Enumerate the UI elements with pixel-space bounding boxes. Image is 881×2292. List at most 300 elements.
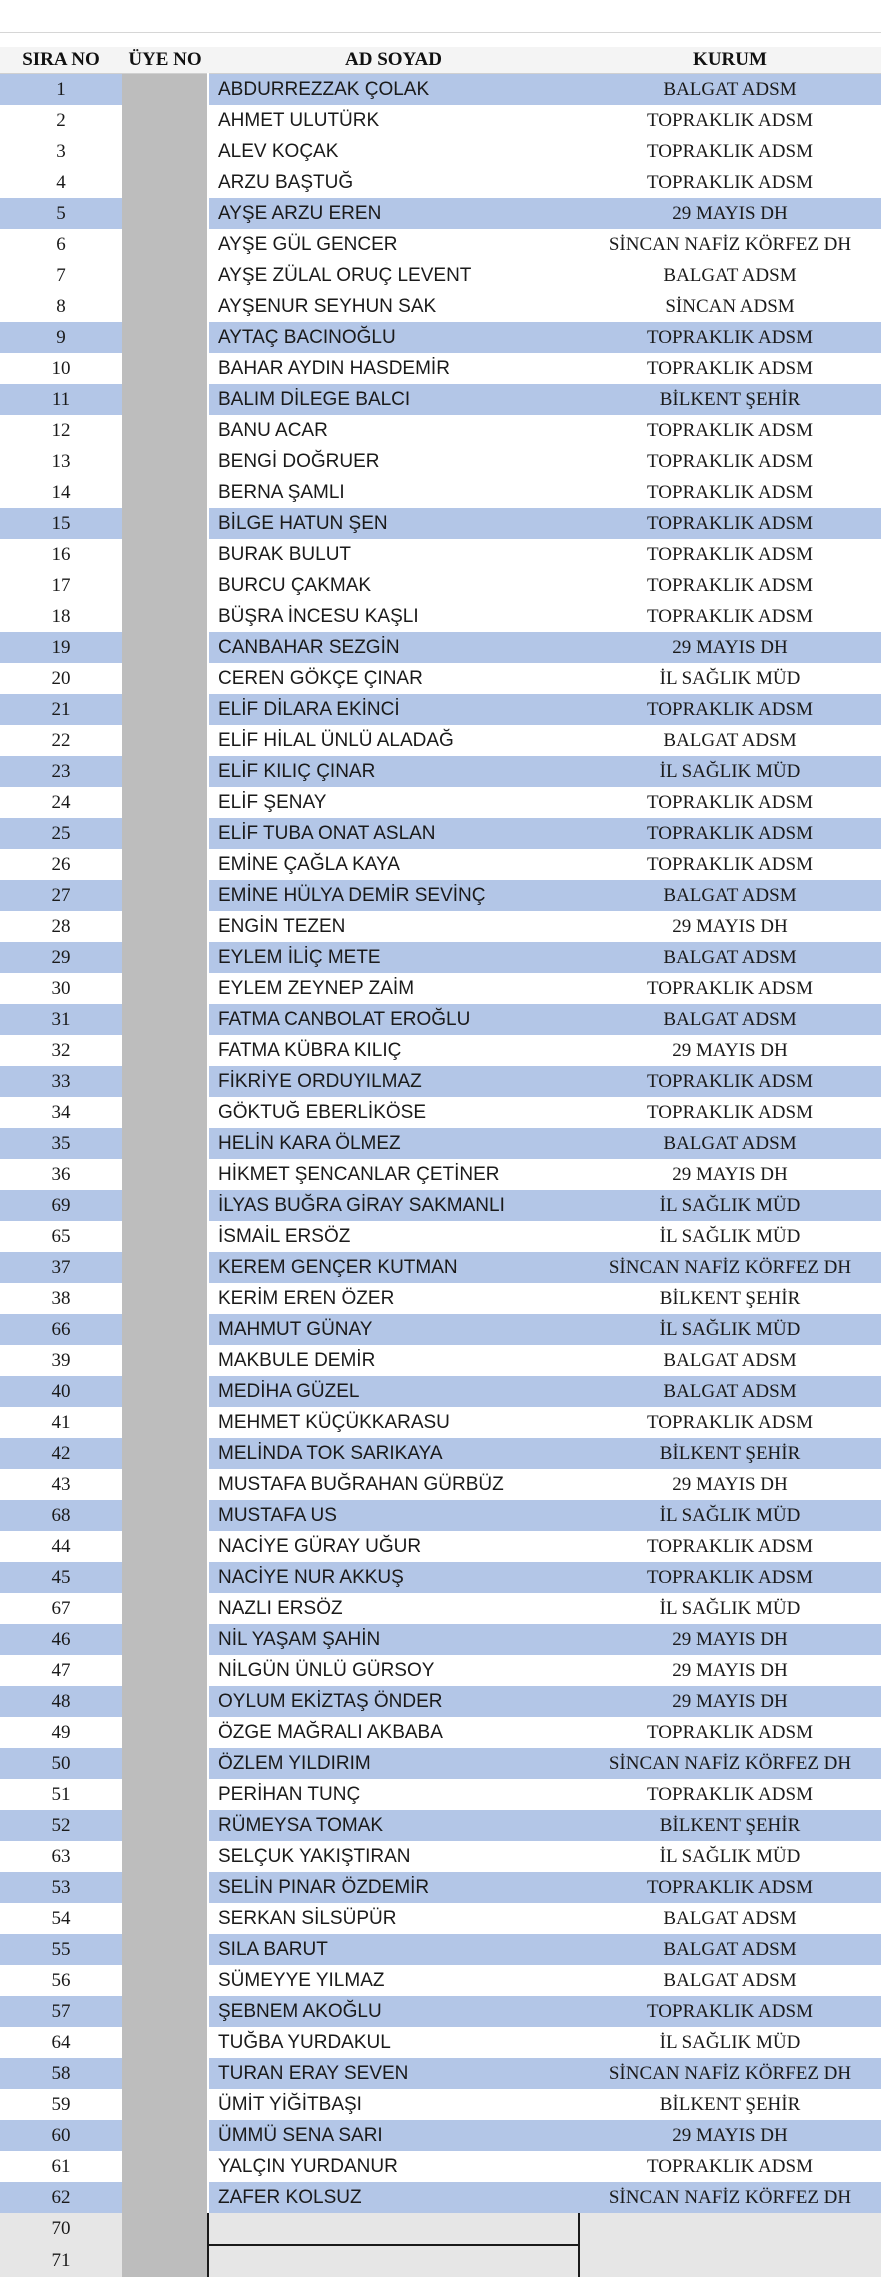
sira-no-cell: 64 [0, 2027, 122, 2058]
ad-soyad-cell: İLYAS BUĞRA GİRAY SAKMANLI [208, 1190, 579, 1221]
kurum-cell: BİLKENT ŞEHİR [579, 1438, 881, 1469]
kurum-cell: TOPRAKLIK ADSM [579, 1996, 881, 2027]
table-row [0, 1407, 881, 1438]
sira-no-cell: 46 [0, 1624, 122, 1655]
sira-no-cell: 70 [0, 2213, 122, 2245]
kurum-cell: BALGAT ADSM [579, 725, 881, 756]
ad-soyad-cell [208, 2213, 579, 2245]
uye-no-cell [122, 1097, 208, 1128]
uye-no-cell [122, 1035, 208, 1066]
kurum-cell: TOPRAKLIK ADSM [579, 1872, 881, 1903]
kurum-cell: 29 MAYIS DH [579, 1624, 881, 1655]
kurum-cell: BİLKENT ŞEHİR [579, 2089, 881, 2120]
uye-no-cell [122, 663, 208, 694]
uye-no-cell [122, 2058, 208, 2089]
kurum-cell: BALGAT ADSM [579, 260, 881, 291]
uye-no-cell [122, 818, 208, 849]
table-row [0, 1004, 881, 1035]
ad-soyad-cell: MEHMET KÜÇÜKKARASU [208, 1407, 579, 1438]
kurum-cell: TOPRAKLIK ADSM [579, 570, 881, 601]
kurum-cell: TOPRAKLIK ADSM [579, 322, 881, 353]
ad-soyad-cell: SELÇUK YAKIŞTIRAN [208, 1841, 579, 1872]
ad-soyad-cell: MAKBULE DEMİR [208, 1345, 579, 1376]
ad-soyad-cell: ABDURREZZAK ÇOLAK [208, 74, 579, 106]
ad-soyad-cell: ÜMMÜ SENA SARI [208, 2120, 579, 2151]
kurum-cell: BALGAT ADSM [579, 1903, 881, 1934]
uye-no-cell [122, 1996, 208, 2027]
kurum-cell: İL SAĞLIK MÜD [579, 1190, 881, 1221]
table-row [0, 2151, 881, 2182]
table-row [0, 539, 881, 570]
kurum-cell: SİNCAN NAFİZ KÖRFEZ DH [579, 1252, 881, 1283]
sira-no-cell: 1 [0, 74, 122, 106]
table-row [0, 322, 881, 353]
uye-no-cell [122, 446, 208, 477]
sira-no-cell: 53 [0, 1872, 122, 1903]
table-row [0, 1283, 881, 1314]
table-row [0, 570, 881, 601]
uye-no-cell [122, 1407, 208, 1438]
uye-no-cell [122, 1965, 208, 1996]
table-row [0, 260, 881, 291]
sira-no-cell: 48 [0, 1686, 122, 1717]
table-row [0, 1221, 881, 1252]
uye-no-cell [122, 260, 208, 291]
kurum-cell: 29 MAYIS DH [579, 198, 881, 229]
sira-no-cell: 50 [0, 1748, 122, 1779]
sira-no-cell: 62 [0, 2182, 122, 2213]
table-row [0, 1252, 881, 1283]
sira-no-cell: 5 [0, 198, 122, 229]
uye-no-cell [122, 1314, 208, 1345]
table-row [0, 105, 881, 136]
ad-soyad-cell: FATMA CANBOLAT EROĞLU [208, 1004, 579, 1035]
sira-no-cell: 66 [0, 1314, 122, 1345]
table-row [0, 1624, 881, 1655]
ad-soyad-cell: FİKRİYE ORDUYILMAZ [208, 1066, 579, 1097]
table-row [0, 2245, 881, 2277]
uye-no-cell [122, 1438, 208, 1469]
ad-soyad-cell: MUSTAFA US [208, 1500, 579, 1531]
table-row [0, 2182, 881, 2213]
uye-no-cell [122, 1252, 208, 1283]
uye-no-cell [122, 198, 208, 229]
uye-no-cell [122, 1624, 208, 1655]
sira-no-cell: 6 [0, 229, 122, 260]
table-row [0, 167, 881, 198]
ad-soyad-cell: BAHAR AYDIN HASDEMİR [208, 353, 579, 384]
uye-no-cell [122, 911, 208, 942]
sira-no-cell: 10 [0, 353, 122, 384]
sira-no-cell: 32 [0, 1035, 122, 1066]
kurum-cell: BALGAT ADSM [579, 1004, 881, 1035]
table-row [0, 477, 881, 508]
ad-soyad-cell: ÖZLEM YILDIRIM [208, 1748, 579, 1779]
kurum-cell: TOPRAKLIK ADSM [579, 694, 881, 725]
ad-soyad-cell: PERİHAN TUNÇ [208, 1779, 579, 1810]
kurum-cell: BALGAT ADSM [579, 1965, 881, 1996]
sira-no-cell: 8 [0, 291, 122, 322]
sira-no-cell: 16 [0, 539, 122, 570]
col-header-kurum: KURUM [579, 47, 881, 74]
uye-no-cell [122, 415, 208, 446]
table-row [0, 1376, 881, 1407]
uye-no-cell [122, 1159, 208, 1190]
ad-soyad-cell: CEREN GÖKÇE ÇINAR [208, 663, 579, 694]
kurum-cell: İL SAĞLIK MÜD [579, 1593, 881, 1624]
table-row [0, 601, 881, 632]
ad-soyad-cell: AYŞE GÜL GENCER [208, 229, 579, 260]
kurum-cell: BİLKENT ŞEHİR [579, 1810, 881, 1841]
table-row [0, 880, 881, 911]
table-row [0, 1314, 881, 1345]
kurum-cell [579, 2213, 881, 2245]
kurum-cell: 29 MAYIS DH [579, 1469, 881, 1500]
uye-no-cell [122, 787, 208, 818]
uye-no-cell [122, 1128, 208, 1159]
table-row [0, 1562, 881, 1593]
sira-no-cell: 7 [0, 260, 122, 291]
ad-soyad-cell: MELİNDA TOK SARIKAYA [208, 1438, 579, 1469]
ad-soyad-cell: ARZU BAŞTUĞ [208, 167, 579, 198]
kurum-cell [579, 2245, 881, 2277]
sira-no-cell: 42 [0, 1438, 122, 1469]
ad-soyad-cell: AHMET ULUTÜRK [208, 105, 579, 136]
kurum-cell: 29 MAYIS DH [579, 911, 881, 942]
table-row [0, 725, 881, 756]
kurum-cell: BALGAT ADSM [579, 74, 881, 106]
kurum-cell: 29 MAYIS DH [579, 1686, 881, 1717]
uye-no-cell [122, 2027, 208, 2058]
table-row [0, 911, 881, 942]
sira-no-cell: 2 [0, 105, 122, 136]
sira-no-cell: 54 [0, 1903, 122, 1934]
uye-no-cell [122, 570, 208, 601]
kurum-cell: İL SAĞLIK MÜD [579, 1500, 881, 1531]
uye-no-cell [122, 539, 208, 570]
kurum-cell: TOPRAKLIK ADSM [579, 849, 881, 880]
uye-no-cell [122, 105, 208, 136]
sira-no-cell: 29 [0, 942, 122, 973]
table-row [0, 2120, 881, 2151]
ad-soyad-cell: BERNA ŞAMLI [208, 477, 579, 508]
sira-no-cell: 69 [0, 1190, 122, 1221]
uye-no-cell [122, 229, 208, 260]
kurum-cell: SİNCAN NAFİZ KÖRFEZ DH [579, 2182, 881, 2213]
table-row [0, 2089, 881, 2120]
table-row [0, 384, 881, 415]
kurum-cell: 29 MAYIS DH [579, 632, 881, 663]
uye-no-cell [122, 1190, 208, 1221]
table-row [0, 1717, 881, 1748]
uye-no-cell [122, 1531, 208, 1562]
kurum-cell: SİNCAN ADSM [579, 291, 881, 322]
kurum-cell: TOPRAKLIK ADSM [579, 973, 881, 1004]
ad-soyad-cell: MUSTAFA BUĞRAHAN GÜRBÜZ [208, 1469, 579, 1500]
kurum-cell: TOPRAKLIK ADSM [579, 446, 881, 477]
uye-no-cell [122, 1810, 208, 1841]
ad-soyad-cell: AYŞE ARZU EREN [208, 198, 579, 229]
uye-no-cell [122, 601, 208, 632]
table-row [0, 1438, 881, 1469]
kurum-cell: TOPRAKLIK ADSM [579, 415, 881, 446]
uye-no-cell [122, 2120, 208, 2151]
kurum-cell: BALGAT ADSM [579, 1934, 881, 1965]
ad-soyad-cell: ELİF TUBA ONAT ASLAN [208, 818, 579, 849]
sira-no-cell: 21 [0, 694, 122, 725]
ad-soyad-cell: SERKAN SİLSÜPÜR [208, 1903, 579, 1934]
kurum-cell: İL SAĞLIK MÜD [579, 2027, 881, 2058]
sira-no-cell: 47 [0, 1655, 122, 1686]
kurum-cell: İL SAĞLIK MÜD [579, 1841, 881, 1872]
sira-no-cell: 67 [0, 1593, 122, 1624]
table-body [0, 74, 881, 2278]
ad-soyad-cell: KEREM GENÇER KUTMAN [208, 1252, 579, 1283]
uye-no-cell [122, 2245, 208, 2277]
uye-no-cell [122, 1066, 208, 1097]
sira-no-cell: 39 [0, 1345, 122, 1376]
uye-no-cell [122, 1717, 208, 1748]
kurum-cell: TOPRAKLIK ADSM [579, 353, 881, 384]
sira-no-cell: 55 [0, 1934, 122, 1965]
kurum-cell: BALGAT ADSM [579, 1376, 881, 1407]
table-row [0, 756, 881, 787]
sira-no-cell: 34 [0, 1097, 122, 1128]
table-row [0, 1655, 881, 1686]
member-list-sheet [0, 47, 881, 2277]
uye-no-cell [122, 942, 208, 973]
ad-soyad-cell: SILA BARUT [208, 1934, 579, 1965]
sira-no-cell: 9 [0, 322, 122, 353]
ad-soyad-cell: BANU ACAR [208, 415, 579, 446]
kurum-cell: 29 MAYIS DH [579, 1035, 881, 1066]
member-table [0, 47, 881, 2277]
sira-no-cell: 41 [0, 1407, 122, 1438]
table-row [0, 1965, 881, 1996]
ad-soyad-cell: CANBAHAR SEZGİN [208, 632, 579, 663]
table-row [0, 1159, 881, 1190]
kurum-cell: İL SAĞLIK MÜD [579, 756, 881, 787]
ad-soyad-cell: NİLGÜN ÜNLÜ GÜRSOY [208, 1655, 579, 1686]
uye-no-cell [122, 1841, 208, 1872]
kurum-cell: TOPRAKLIK ADSM [579, 1531, 881, 1562]
ad-soyad-cell: EYLEM İLİÇ METE [208, 942, 579, 973]
table-row [0, 849, 881, 880]
kurum-cell: BALGAT ADSM [579, 1345, 881, 1376]
table-row [0, 415, 881, 446]
sira-no-cell: 52 [0, 1810, 122, 1841]
kurum-cell: TOPRAKLIK ADSM [579, 601, 881, 632]
ad-soyad-cell: NAZLI ERSÖZ [208, 1593, 579, 1624]
uye-no-cell [122, 1593, 208, 1624]
sira-no-cell: 20 [0, 663, 122, 694]
table-row [0, 694, 881, 725]
ad-soyad-cell: GÖKTUĞ EBERLİKÖSE [208, 1097, 579, 1128]
ad-soyad-cell: EYLEM ZEYNEP ZAİM [208, 973, 579, 1004]
sira-no-cell: 23 [0, 756, 122, 787]
kurum-cell: TOPRAKLIK ADSM [579, 539, 881, 570]
kurum-cell: SİNCAN NAFİZ KÖRFEZ DH [579, 2058, 881, 2089]
sira-no-cell: 36 [0, 1159, 122, 1190]
sira-no-cell: 60 [0, 2120, 122, 2151]
uye-no-cell [122, 1562, 208, 1593]
uye-no-cell [122, 1748, 208, 1779]
kurum-cell: SİNCAN NAFİZ KÖRFEZ DH [579, 229, 881, 260]
sira-no-cell: 33 [0, 1066, 122, 1097]
ad-soyad-cell: ENGİN TEZEN [208, 911, 579, 942]
sira-no-cell: 17 [0, 570, 122, 601]
kurum-cell: TOPRAKLIK ADSM [579, 508, 881, 539]
sira-no-cell: 71 [0, 2245, 122, 2277]
uye-no-cell [122, 1500, 208, 1531]
table-row [0, 229, 881, 260]
kurum-cell: İL SAĞLIK MÜD [579, 1314, 881, 1345]
kurum-cell: BALGAT ADSM [579, 942, 881, 973]
uye-no-cell [122, 1779, 208, 1810]
kurum-cell: TOPRAKLIK ADSM [579, 136, 881, 167]
sira-no-cell: 15 [0, 508, 122, 539]
kurum-cell: 29 MAYIS DH [579, 1655, 881, 1686]
sira-no-cell: 3 [0, 136, 122, 167]
table-row [0, 136, 881, 167]
kurum-cell: İL SAĞLIK MÜD [579, 663, 881, 694]
sira-no-cell: 58 [0, 2058, 122, 2089]
table-row [0, 1035, 881, 1066]
sira-no-cell: 28 [0, 911, 122, 942]
table-row [0, 973, 881, 1004]
sira-no-cell: 43 [0, 1469, 122, 1500]
table-row [0, 291, 881, 322]
table-row [0, 1903, 881, 1934]
uye-no-cell [122, 477, 208, 508]
ad-soyad-cell: HİKMET ŞENCANLAR ÇETİNER [208, 1159, 579, 1190]
ad-soyad-cell: BENGİ DOĞRUER [208, 446, 579, 477]
ad-soyad-cell: AYTAÇ BACINOĞLU [208, 322, 579, 353]
sira-no-cell: 65 [0, 1221, 122, 1252]
kurum-cell: TOPRAKLIK ADSM [579, 105, 881, 136]
sira-no-cell: 24 [0, 787, 122, 818]
sira-no-cell: 56 [0, 1965, 122, 1996]
uye-no-cell [122, 1469, 208, 1500]
table-row [0, 1996, 881, 2027]
sira-no-cell: 4 [0, 167, 122, 198]
ad-soyad-cell: ŞEBNEM AKOĞLU [208, 1996, 579, 2027]
ad-soyad-cell: ÜMİT YİĞİTBAŞI [208, 2089, 579, 2120]
sira-no-cell: 37 [0, 1252, 122, 1283]
sira-no-cell: 18 [0, 601, 122, 632]
kurum-cell: TOPRAKLIK ADSM [579, 477, 881, 508]
table-row [0, 1190, 881, 1221]
table-row [0, 1531, 881, 1562]
table-row [0, 1779, 881, 1810]
ad-soyad-cell: RÜMEYSA TOMAK [208, 1810, 579, 1841]
sira-no-cell: 59 [0, 2089, 122, 2120]
sira-no-cell: 61 [0, 2151, 122, 2182]
col-header-uye-no: ÜYE NO [122, 47, 208, 74]
uye-no-cell [122, 2182, 208, 2213]
kurum-cell: 29 MAYIS DH [579, 1159, 881, 1190]
uye-no-cell [122, 322, 208, 353]
kurum-cell: TOPRAKLIK ADSM [579, 1562, 881, 1593]
table-row [0, 508, 881, 539]
uye-no-cell [122, 74, 208, 106]
ad-soyad-cell: HELİN KARA ÖLMEZ [208, 1128, 579, 1159]
ad-soyad-cell: SELİN PINAR ÖZDEMİR [208, 1872, 579, 1903]
ad-soyad-cell: ELİF KILIÇ ÇINAR [208, 756, 579, 787]
table-row [0, 1066, 881, 1097]
uye-no-cell [122, 508, 208, 539]
uye-no-cell [122, 1903, 208, 1934]
uye-no-cell [122, 353, 208, 384]
sira-no-cell: 35 [0, 1128, 122, 1159]
kurum-cell: SİNCAN NAFİZ KÖRFEZ DH [579, 1748, 881, 1779]
sira-no-cell: 51 [0, 1779, 122, 1810]
col-header-ad-soyad: AD SOYAD [208, 47, 579, 74]
kurum-cell: TOPRAKLIK ADSM [579, 1717, 881, 1748]
uye-no-cell [122, 167, 208, 198]
table-row [0, 2213, 881, 2245]
kurum-cell: İL SAĞLIK MÜD [579, 1221, 881, 1252]
table-row [0, 632, 881, 663]
table-row [0, 942, 881, 973]
sira-no-cell: 31 [0, 1004, 122, 1035]
sira-no-cell: 13 [0, 446, 122, 477]
table-row [0, 1810, 881, 1841]
ad-soyad-cell: ELİF ŞENAY [208, 787, 579, 818]
ad-soyad-cell: YALÇIN YURDANUR [208, 2151, 579, 2182]
ad-soyad-cell: ZAFER KOLSUZ [208, 2182, 579, 2213]
sira-no-cell: 14 [0, 477, 122, 508]
uye-no-cell [122, 756, 208, 787]
kurum-cell: BALGAT ADSM [579, 1128, 881, 1159]
sira-no-cell: 26 [0, 849, 122, 880]
sira-no-cell: 19 [0, 632, 122, 663]
ad-soyad-cell: ÖZGE MAĞRALI AKBABA [208, 1717, 579, 1748]
uye-no-cell [122, 849, 208, 880]
kurum-cell: TOPRAKLIK ADSM [579, 167, 881, 198]
kurum-cell: BALGAT ADSM [579, 880, 881, 911]
table-row [0, 1345, 881, 1376]
ad-soyad-cell: TUĞBA YURDAKUL [208, 2027, 579, 2058]
uye-no-cell [122, 973, 208, 1004]
kurum-cell: BİLKENT ŞEHİR [579, 384, 881, 415]
ad-soyad-cell: BURAK BULUT [208, 539, 579, 570]
ad-soyad-cell: OYLUM EKİZTAŞ ÖNDER [208, 1686, 579, 1717]
top-bar [0, 0, 881, 33]
uye-no-cell [122, 880, 208, 911]
uye-no-cell [122, 2089, 208, 2120]
uye-no-cell [122, 1283, 208, 1314]
uye-no-cell [122, 1221, 208, 1252]
kurum-cell: TOPRAKLIK ADSM [579, 1066, 881, 1097]
ad-soyad-cell: ALEV KOÇAK [208, 136, 579, 167]
uye-no-cell [122, 1872, 208, 1903]
ad-soyad-cell: ELİF HİLAL ÜNLÜ ALADAĞ [208, 725, 579, 756]
table-row [0, 74, 881, 106]
table-row [0, 353, 881, 384]
ad-soyad-cell: MEDİHA GÜZEL [208, 1376, 579, 1407]
sira-no-cell: 49 [0, 1717, 122, 1748]
sira-no-cell: 57 [0, 1996, 122, 2027]
kurum-cell: TOPRAKLIK ADSM [579, 1779, 881, 1810]
ad-soyad-cell: NİL YAŞAM ŞAHİN [208, 1624, 579, 1655]
table-row [0, 1872, 881, 1903]
table-row [0, 446, 881, 477]
ad-soyad-cell: BÜŞRA İNCESU KAŞLI [208, 601, 579, 632]
ad-soyad-cell: BİLGE HATUN ŞEN [208, 508, 579, 539]
uye-no-cell [122, 1345, 208, 1376]
uye-no-cell [122, 1004, 208, 1035]
